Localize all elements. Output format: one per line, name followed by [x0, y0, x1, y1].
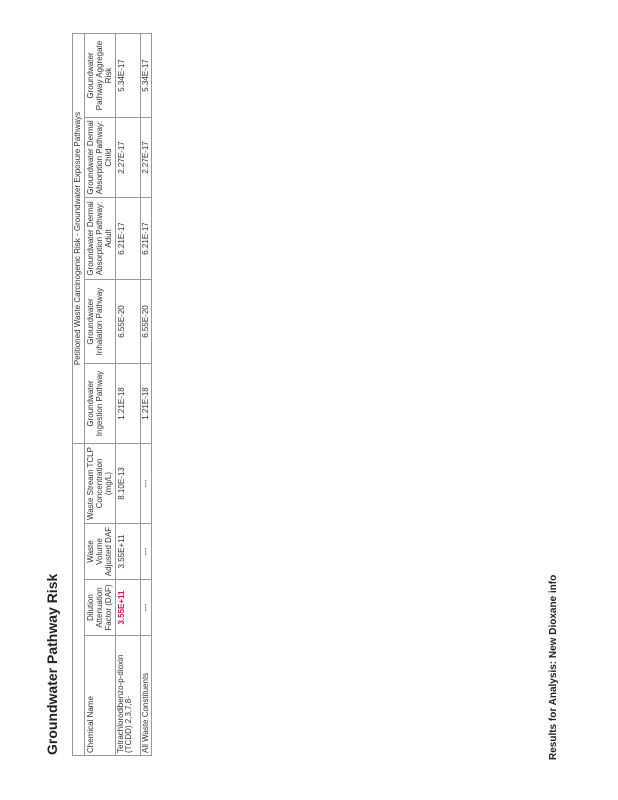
cell-chemical-name: Tetrachlorodibenzo-p-dioxin (TCDD) 2,3,7,8-: [115, 636, 140, 756]
header-waste-volume-daf: Waste Volume Adjusted DAF: [85, 524, 116, 580]
header-tclp: Waste Stream TCLP Concentration (mg/L): [85, 444, 116, 524]
cell-dermal-child: 2.27E-17: [140, 118, 151, 198]
cell-dermal-adult: 6.21E-17: [115, 198, 140, 280]
header-daf: Dilution Attenuation Factor (DAF): [85, 580, 116, 636]
table-row: [115, 33, 140, 755]
header-dermal-adult: Groundwater Dermal Absorption Pathway: Adult: [85, 198, 116, 280]
header-inhalation: Groundwater Inhalation Pathway: [85, 280, 116, 364]
header-dermal-child: Groundwater Dermal Absorption Pathway: Child: [85, 118, 116, 198]
cell-ingestion: 1.21E-18: [140, 364, 151, 444]
cell-chemical-name: All Waste Constituents: [140, 636, 151, 756]
header-ingestion: Groundwater Ingestion Pathway: [85, 364, 116, 444]
group-header: Petitioned Waste Carcinogenic Risk - Groundwater Exposure Pathways: [73, 33, 85, 443]
cell-tclp: 8.10E-13: [115, 444, 140, 524]
risk-table: [72, 33, 152, 756]
cell-daf: 3.55E+11: [115, 580, 140, 636]
page-title: Groundwater Pathway Risk: [44, 573, 60, 755]
table-group-header-row: [73, 33, 85, 755]
cell-dermal-child: 2.27E-17: [115, 118, 140, 198]
cell-dermal-adult: 6.21E-17: [140, 198, 151, 280]
cell-ingestion: 1.21E-18: [115, 364, 140, 444]
cell-daf: ---: [140, 580, 151, 636]
table-header-spacer: [73, 444, 85, 756]
cell-inhalation: 6.55E-20: [115, 280, 140, 364]
cell-tclp: ---: [140, 444, 151, 524]
cell-waste-volume-daf: 3.55E+11: [115, 524, 140, 580]
header-aggregate: Groundwater Pathway Aggregate Risk: [85, 33, 116, 117]
page-footer: Results for Analysis: New Dioxane info: [548, 574, 559, 760]
table-row: [140, 33, 151, 755]
cell-waste-volume-daf: ---: [140, 524, 151, 580]
cell-aggregate: 5.34E-17: [140, 33, 151, 117]
header-chemical-name: Chemical Name: [85, 636, 116, 756]
cell-inhalation: 6.55E-20: [140, 280, 151, 364]
table-header-row: [85, 33, 116, 755]
cell-aggregate: 5.34E-17: [115, 33, 140, 117]
